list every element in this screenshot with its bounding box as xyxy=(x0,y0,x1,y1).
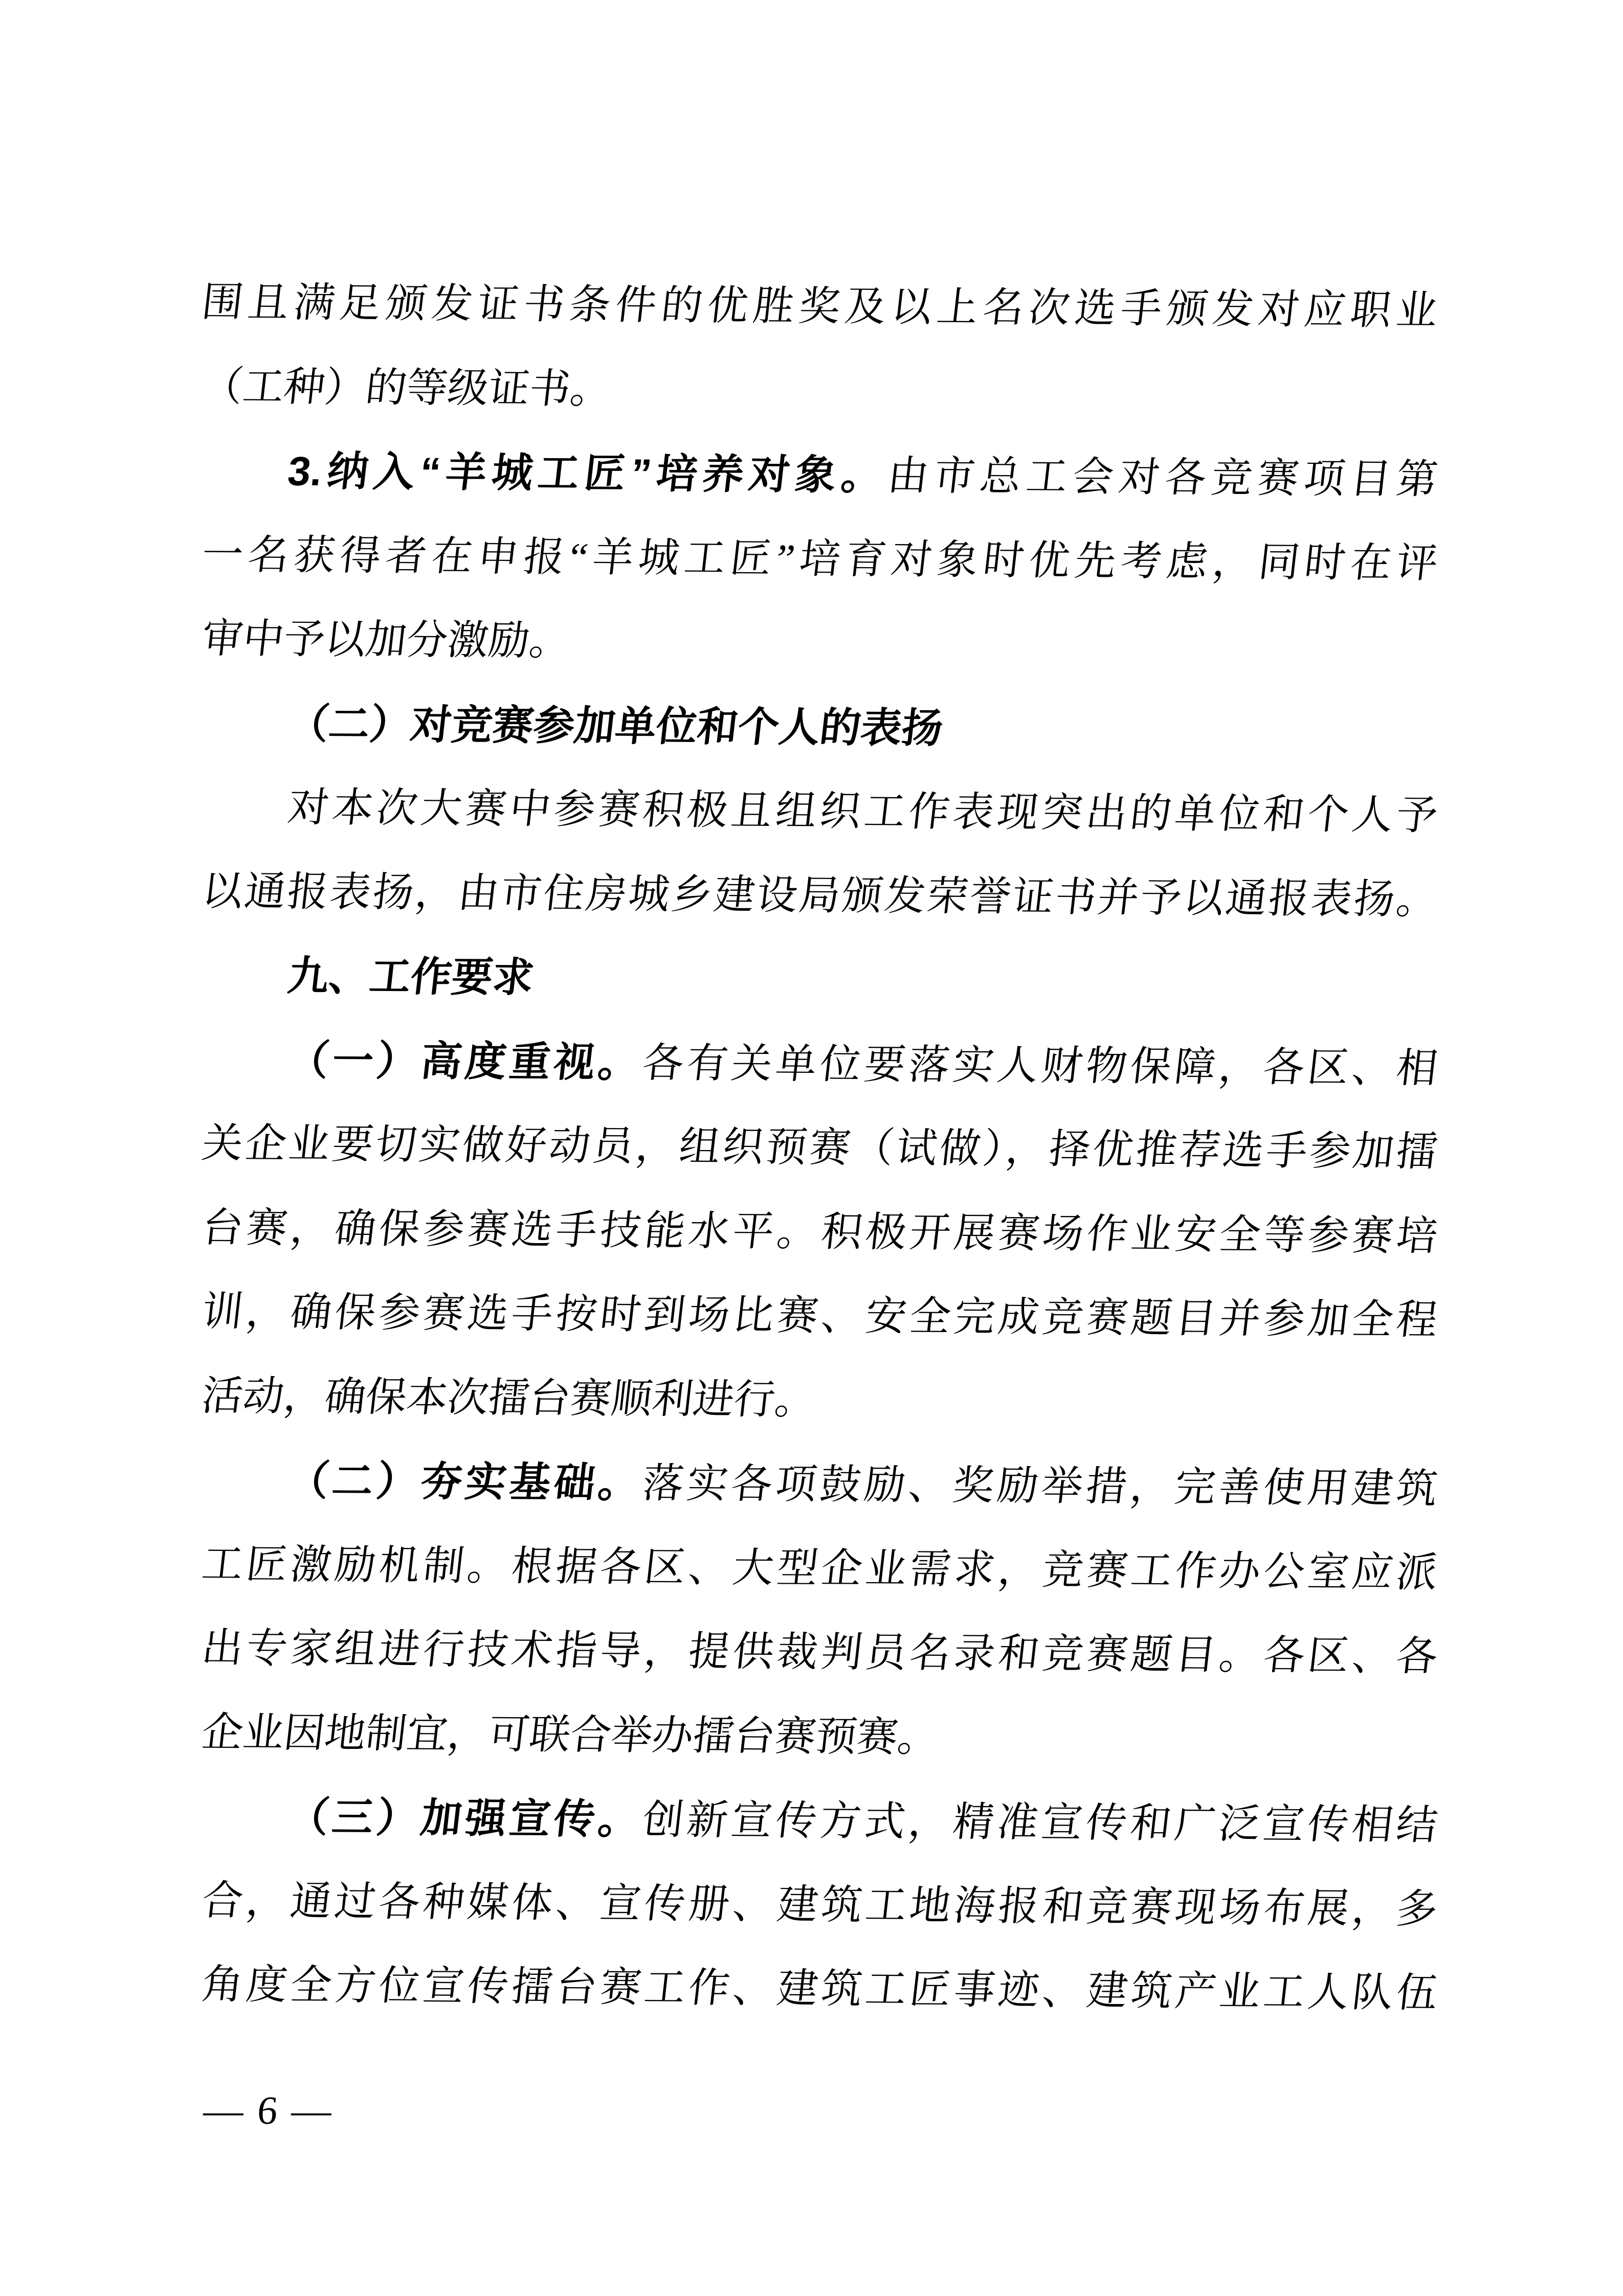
line-text: 角度全方位宣传擂台赛工作、建筑工匠事迹、建筑产业工人队伍 xyxy=(199,1962,1440,2016)
text-line xyxy=(197,1102,1442,1195)
text-line xyxy=(197,1270,1442,1363)
line-bold-text: （二）夯实基础。 xyxy=(285,1457,646,1506)
text-line xyxy=(197,1943,1442,2036)
line-text: 企业因地制宜，可联合举办擂台赛预赛。 xyxy=(199,1710,941,1761)
text-line xyxy=(197,1691,1442,1783)
line-bold-text: （二）对竞赛参加单位和个人的表扬 xyxy=(285,701,946,751)
subsection-heading-line xyxy=(197,1018,1442,1110)
section-heading xyxy=(197,934,1442,1026)
line-text: （工种）的等级证书。 xyxy=(199,364,614,412)
page-number: — 6 — xyxy=(202,2088,336,2132)
text-line xyxy=(197,1186,1442,1278)
line-text: 一名获得者在申报“羊城工匠”培育对象时优先考虑，同时在评 xyxy=(199,532,1440,586)
text-line xyxy=(197,597,1442,690)
text-line xyxy=(197,1859,1442,1951)
text-line xyxy=(197,766,1442,858)
line-bold-text: 3.纳入“羊城工匠”培养对象。 xyxy=(285,448,891,498)
line-text: 合，通过各种媒体、宣传册、建筑工地海报和竞赛现场布展，多 xyxy=(199,1878,1440,1932)
line-text: 训，确保参赛选手按时到场比赛、安全完成竞赛题目并参加全程 xyxy=(199,1289,1440,1343)
line-bold-text: 九、工作要求 xyxy=(285,953,537,1001)
text-line xyxy=(197,1607,1442,1699)
subsection-heading-line xyxy=(197,1438,1442,1531)
numbered-item-heading-line xyxy=(197,429,1442,522)
line-text: 工匠激励机制。根据各区、大型企业需求，竞赛工作办公室应派 xyxy=(199,1542,1440,1595)
text-line xyxy=(197,513,1442,605)
text-line xyxy=(197,1522,1442,1615)
line-text: 台赛，确保参赛选手技能水平。积极开展赛场作业安全等参赛培 xyxy=(199,1205,1440,1259)
line-text: 以通报表扬，由市住房城乡建设局颁发荣誉证书并予以通报表扬。 xyxy=(199,869,1440,922)
text-line xyxy=(197,345,1442,437)
line-text: 对本次大赛中参赛积极且组织工作表现突出的单位和个人予 xyxy=(285,785,1440,839)
line-text: 落实各项鼓励、奖励举措，完善使用建筑 xyxy=(640,1461,1440,1512)
subsection-heading-line xyxy=(197,1775,1442,1867)
line-text: 出专家组进行技术指导，提供裁判员名录和竞赛题目。各区、各 xyxy=(199,1626,1440,1680)
line-text: 围且满足颁发证书条件的优胜奖及以上名次选手颁发对应职业 xyxy=(199,280,1440,334)
line-text: 由市总工会对各竞赛项目第 xyxy=(885,453,1440,503)
line-bold-text: （一）高度重视。 xyxy=(285,1037,646,1086)
line-text: 活动，确保本次擂台赛顺利进行。 xyxy=(199,1374,818,1423)
document-body xyxy=(199,265,1440,2032)
line-text: 创新宣传方式，精准宣传和广泛宣传相结 xyxy=(640,1797,1440,1849)
text-line xyxy=(197,261,1442,353)
line-bold-text: （三）加强宣传。 xyxy=(285,1794,646,1842)
text-line xyxy=(197,849,1442,942)
line-text: 各有关单位要落实人财物保障，各区、相 xyxy=(640,1041,1440,1091)
line-text: 审中予以加分激励。 xyxy=(199,616,573,664)
subsection-heading xyxy=(197,681,1442,774)
text-line xyxy=(197,1354,1442,1447)
line-text: 关企业要切实做好动员，组织预赛（试做），择优推荐选手参加擂 xyxy=(199,1121,1440,1175)
